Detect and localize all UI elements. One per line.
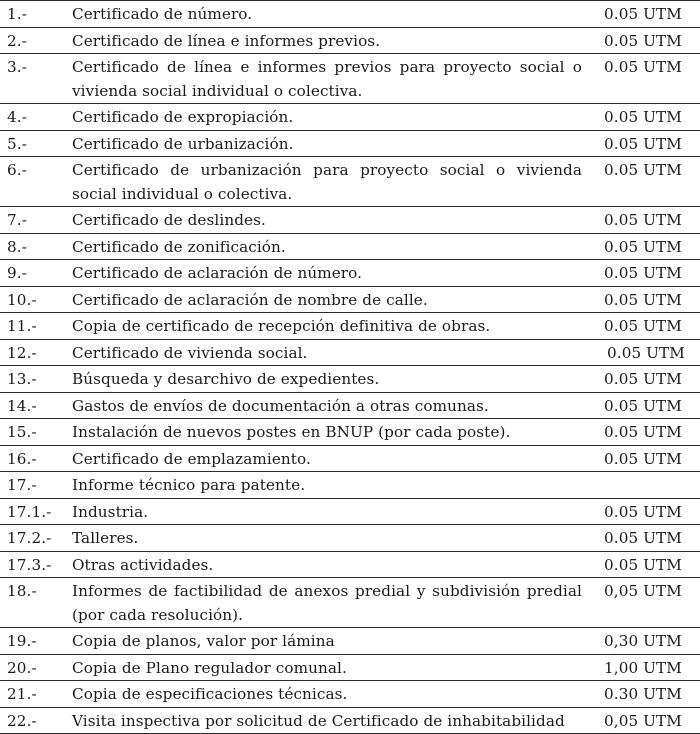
item-price: 0,05 UTM [592,707,700,734]
item-number: 1.- [0,1,64,28]
item-description: Certificado de deslindes. [64,207,592,234]
item-description: Copia de planos, valor por lámina [64,628,592,655]
item-description: Copia de Plano regulador comunal. [64,654,592,681]
item-description: Certificado de zonificación. [64,233,592,260]
item-description: Certificado de línea e informes previos para proyecto social o vivienda social individual o colectiva. [64,54,592,104]
item-description: Otras actividades. [64,551,592,578]
item-description: Certificado de aclaración de número. [64,260,592,287]
table-row [0,707,700,734]
table-row [0,207,700,234]
table-row [0,104,700,131]
table-row [0,130,700,157]
item-price: 0.05 UTM [592,419,700,446]
item-price: 0.05 UTM [592,551,700,578]
item-price: 0,30 UTM [592,628,700,655]
item-description: Informes de factibilidad de anexos predial y subdivisión predial (por cada resolución). [64,578,592,628]
item-price: 0.05 UTM [592,1,700,28]
table-row [0,54,700,104]
table-row [0,628,700,655]
item-price: 0.05 UTM [592,313,700,340]
item-price: 0.05 UTM [592,286,700,313]
item-number: 7.- [0,207,64,234]
item-description: Certificado de vivienda social. [64,339,592,366]
table-row [0,313,700,340]
item-price: 0.05 UTM [592,233,700,260]
item-number: 13.- [0,366,64,393]
item-description: Certificado de urbanización para proyecto social o vivienda social individual o colectiva. [64,157,592,207]
item-number: 18.- [0,578,64,628]
item-number: 5.- [0,130,64,157]
item-number: 17.2.- [0,525,64,552]
item-description: Certificado de línea e informes previos. [64,27,592,54]
item-price: 0.05 UTM [592,260,700,287]
item-number: 6.- [0,157,64,207]
item-description: Talleres. [64,525,592,552]
item-number: 17.1.- [0,498,64,525]
item-price: 0.05 UTM [592,104,700,131]
item-price: 0.05 UTM [592,27,700,54]
item-description: Instalación de nuevos postes en BNUP (por cada poste). [64,419,592,446]
table-row [0,392,700,419]
table-row [0,551,700,578]
table-row [0,525,700,552]
table-row [0,286,700,313]
item-price: 0.05 UTM [592,392,700,419]
item-description: Copia de certificado de recepción definitiva de obras. [64,313,592,340]
table-row [0,498,700,525]
item-price: 0.05 UTM [592,525,700,552]
table-row [0,578,700,628]
item-description: Visita inspectiva por solicitud de Certificado de inhabitabilidad [64,707,592,734]
item-price: 0.05 UTM [592,130,700,157]
item-number: 15.- [0,419,64,446]
item-number: 4.- [0,104,64,131]
item-number: 21.- [0,681,64,708]
table-row [0,681,700,708]
item-number: 20.- [0,654,64,681]
item-price: 0.05 UTM [592,207,700,234]
table-row [0,472,700,499]
table-row [0,654,700,681]
table-row [0,233,700,260]
item-price: 0.05 UTM [592,366,700,393]
item-description: Certificado de número. [64,1,592,28]
item-price: 0,05 UTM [592,578,700,628]
table-row [0,445,700,472]
item-description: Certificado de expropiación. [64,104,592,131]
table-row [0,260,700,287]
item-number: 9.- [0,260,64,287]
item-description: Gastos de envíos de documentación a otras comunas. [64,392,592,419]
table-row [0,1,700,28]
item-description: Certificado de emplazamiento. [64,445,592,472]
table-row [0,366,700,393]
item-price: 0.05 UTM [592,498,700,525]
item-number: 22.- [0,707,64,734]
item-description: Informe técnico para patente. [64,472,592,499]
item-price: 0.05 UTM [592,54,700,104]
item-number: 11.- [0,313,64,340]
item-price: 0.05 UTM [592,445,700,472]
item-number: 10.- [0,286,64,313]
item-description: Copia de especificaciones técnicas. [64,681,592,708]
item-price [592,472,700,499]
table-row [0,419,700,446]
item-number: 12.- [0,339,64,366]
item-price: 0.05 UTM [592,339,700,366]
item-number: 3.- [0,54,64,104]
item-description: Certificado de urbanización. [64,130,592,157]
item-number: 14.- [0,392,64,419]
item-description: Búsqueda y desarchivo de expedientes. [64,366,592,393]
item-description: Industria. [64,498,592,525]
item-number: 17.3.- [0,551,64,578]
table-row [0,157,700,207]
item-price: 0.30 UTM [592,681,700,708]
item-number: 19.- [0,628,64,655]
table-row [0,27,700,54]
item-number: 16.- [0,445,64,472]
table-row [0,339,700,366]
item-price: 1,00 UTM [592,654,700,681]
item-description: Certificado de aclaración de nombre de calle. [64,286,592,313]
item-number: 8.- [0,233,64,260]
item-price: 0.05 UTM [592,157,700,207]
item-number: 2.- [0,27,64,54]
item-number: 17.- [0,472,64,499]
